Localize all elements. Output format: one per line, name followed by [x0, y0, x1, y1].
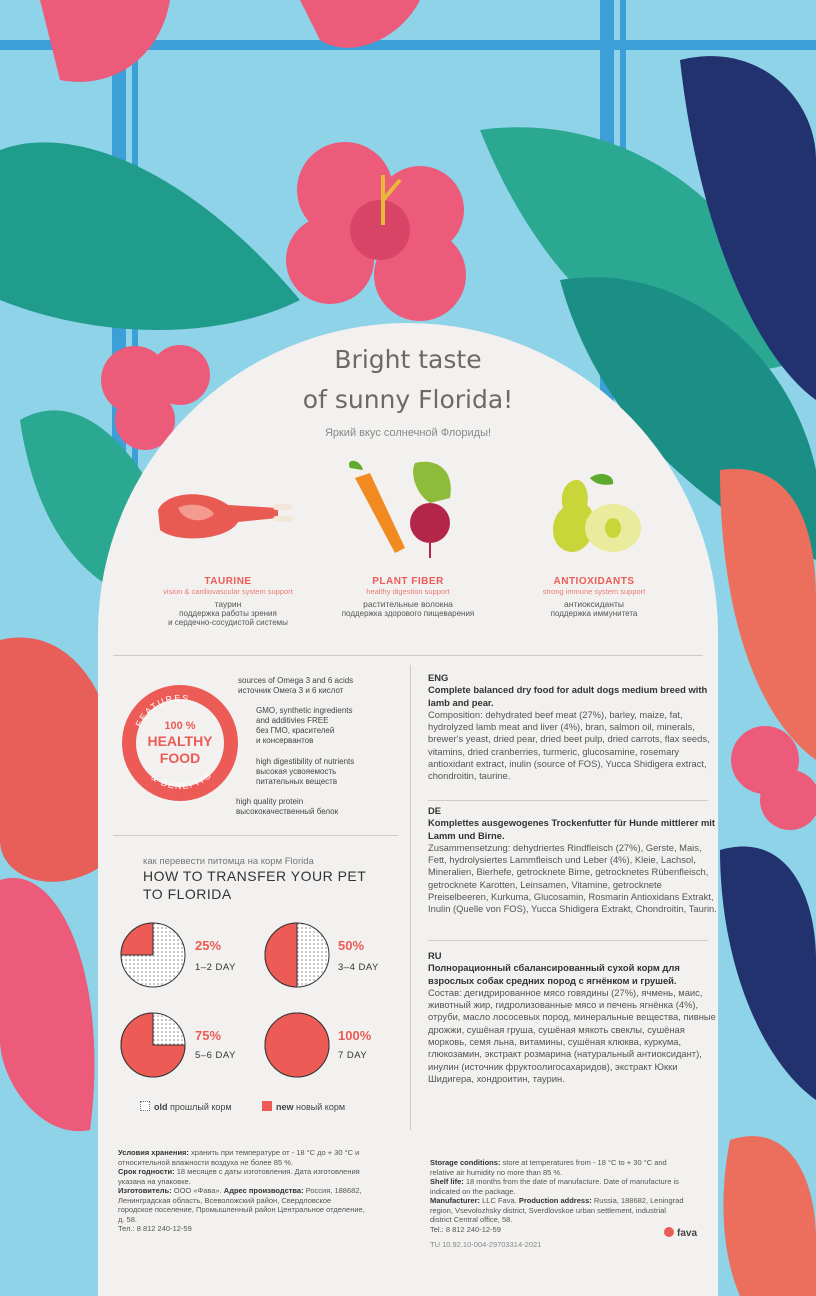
meat-icon [148, 480, 308, 550]
feature-ru-desc: поддержка работы зрения [179, 609, 277, 618]
product-title-de: Komplettes ausgewogenes Trockenfutter für Hunde mittlerer mit Lamm und Birne. [428, 817, 716, 841]
section-divider [113, 655, 703, 656]
step-days: 5–6 DAY [195, 1050, 236, 1061]
feature-title: PLANT FIBER [372, 576, 444, 587]
legend-new-label: new [276, 1102, 294, 1112]
feature-plant-fiber [313, 576, 503, 618]
footer-info-en: Storage conditions: store at temperatures from - 18 °C to + 30 °C and relative air humidity no more than 85 %. Shelf life: 18 months from the date of manufacture. Date of manufacture is indicated on the package. Manufacturer: LLC Fava. Production address: Russia, 188682, Leningrad region, Vsevolozhsky district, Sverdlovskoe urban settlement, industrial district Central office, 58. Tel.: 8 812 240-12-59 TU 10.92.10-004-29703314-2021 [430, 1158, 684, 1249]
features-badge [120, 683, 240, 803]
step-percent: 75% [195, 1028, 222, 1043]
benefit-ru: высокая усвояемость [256, 767, 337, 776]
benefit-ru: и консервантов [256, 736, 314, 745]
benefit-en: high quality protein [236, 797, 304, 806]
step-days: 1–2 DAY [195, 962, 236, 973]
composition-de [428, 805, 718, 916]
benefit-ru: питательных веществ [256, 777, 338, 786]
headline-subtitle-ru: Яркий вкус солнечной Флориды! [324, 427, 492, 439]
badge-ring-bottom: & BENEFITS [149, 769, 214, 792]
benefit-omega [238, 676, 353, 696]
feature-ru-title: таурин [214, 599, 242, 609]
benefit-protein [236, 797, 338, 817]
badge-line-2: HEALTHY [147, 733, 213, 749]
legend-old [140, 1101, 232, 1112]
brand-logo [664, 1227, 697, 1239]
pie-new-food [265, 1013, 329, 1077]
feature-antioxidants [499, 576, 689, 618]
composition-eng [428, 672, 718, 783]
section-divider [428, 800, 708, 801]
pie-new-food [121, 923, 153, 955]
composition-ru [428, 950, 718, 1085]
transfer-pie-charts [100, 910, 400, 1090]
headline-line-1: Bright taste [334, 345, 482, 374]
benefit-ru: источник Омега 3 и 6 кислот [238, 686, 344, 695]
lang-label: ENG [428, 672, 449, 683]
composition-text-de: Zusammensetzung: dehydriertes Rindfleisch (27%), Gerste, Mais, Fett, hydrolysiertes Lammfleisch und Leber (4%), Kleie, Lachsol, Mineralien, Bierhefe, getrocknete Birne, getrocknetes Rübenfleisch, getrocknete Karotten, Leinsamen, Vitamine, getrocknete Preiselbeeren, Kurkuma, Glucosamin, Rosmarin Antioxidans Extrakt, Inulin (Quelle von FOS), Yucca Shidigera Extrakt, Chondroitin, Taurin. [428, 841, 717, 915]
benefit-en: high digestibility of nutrients [256, 757, 355, 766]
column-divider [410, 665, 411, 1130]
legend-new [262, 1101, 345, 1112]
feature-title: ANTIOXIDANTS [553, 576, 635, 587]
benefit-ru: без ГМО, красителей [256, 726, 335, 735]
feature-desc: healthy digestion support [366, 587, 450, 596]
product-title-ru: Полнорационный сбалансированный сухой корм для взрослых собак средних пород с ягнёнком и грушей. [428, 962, 680, 986]
legend-old-swatch [140, 1101, 150, 1111]
transfer-title [143, 867, 383, 903]
benefit-digestibility [256, 757, 354, 787]
step-days: 7 DAY [338, 1050, 368, 1061]
composition-text-ru: Состав: дегидрированное мясо говядины (27%), ячмень, маис, животный жир, гидролизованные мясо и печень ягнёнка (4%), отруби, масло лососевых пород, минеральные вещества, пивные дрожжи, сушёная груша, сушёная мякоть свеклы, сушёная морковь, семя льна, витамины, сушёная клюква, куркума, глюкозамин, экстракт розмарина (натуральный антиоксидант), инулин (источник фруктоолигосахаридов), экстракт Юкки Шидигера, хондроитин, таурин. [428, 986, 716, 1084]
lang-label: DE [428, 805, 442, 816]
feature-ru-title: растительные волокна [363, 599, 453, 609]
step-percent: 25% [195, 938, 222, 953]
section-divider [113, 835, 398, 836]
badge-line-1: 100 % [164, 720, 196, 732]
step-percent: 50% [338, 938, 365, 953]
feature-title: TAURINE [204, 576, 252, 587]
transfer-title-ru: как перевести питомца на корм Florida [143, 856, 314, 867]
pear-icon [545, 470, 645, 560]
legend-old-label: old [154, 1102, 168, 1112]
lang-label: RU [428, 950, 442, 961]
legend-old-label-ru: прошлый корм [170, 1102, 232, 1112]
legend-new-label-ru: новый корм [296, 1102, 346, 1112]
benefit-gmo-free [256, 706, 352, 746]
step-percent: 100% [338, 1028, 372, 1043]
feature-ru-desc: поддержка иммунитета [550, 609, 638, 618]
benefit-ru: высококачественный белок [236, 807, 339, 816]
brand-logo-icon [664, 1227, 674, 1237]
transfer-title-line-2: TO FLORIDA [143, 886, 232, 902]
brand-logo-text: fava [677, 1228, 698, 1239]
headline-line-2: of sunny Florida! [302, 385, 514, 414]
feature-ru-desc: и сердечно-сосудистой системы [168, 618, 288, 627]
legend-new-swatch [262, 1101, 272, 1111]
badge-line-3: FOOD [159, 750, 201, 766]
feature-desc: strong immune system support [542, 587, 646, 596]
section-divider [428, 940, 708, 941]
footer-info-ru: Условия хранения: хранить при температуре от - 18 °C до + 30 °C и относительной влажности воздуха не более 85 %. Срок годности: 18 месяцев с даты изготовления. Дата изготовления указана на упаковке. Изготовитель: ООО «Фава». Адрес производства: Россия, 188682, Ленинградская область, Всеволожский район, Свердловское городское поселение, Промышленный район Центральное отделение, д. 58. Тел.: 8 812 240-12-59 [118, 1148, 365, 1233]
benefit-en: sources of Omega 3 and 6 acids [238, 676, 354, 685]
badge-ring-top: FEATURES [133, 692, 191, 729]
product-title-eng: Complete balanced dry food for adult dogs medium breed with lamb and pear. [428, 684, 708, 708]
feature-ru-desc: поддержка здорового пищеварения [341, 609, 475, 618]
pie-new-food [265, 923, 297, 987]
transfer-title-line-1: HOW TO TRANSFER YOUR PET [143, 868, 367, 884]
feature-ru-title: антиоксиданты [564, 599, 624, 609]
step-days: 3–4 DAY [338, 962, 379, 973]
composition-text-eng: Composition: dehydrated beef meat (27%), barley, maize, fat, hydrolyzed lamb meat and liver (4%), bran, salmon oil, minerals, brewer's yeast, dried pear, dried beet pulp, dried carrots, flax seeds, vitamins, dried cranberries, turmeric, glucosamine, rosemary antioxidant extract, inulin (source of FOS), Yucca Shidigera extract, chondroitin, taurine. [428, 708, 710, 782]
tu-code: TU 10.92.10-004-29703314-2021 [430, 1240, 542, 1249]
benefit-en: and additivies FREE [256, 716, 329, 725]
benefit-en: GMO, synthetic ingredients [256, 706, 353, 715]
feature-desc: vision & cardiovascular system support [163, 587, 293, 596]
vegetables-icon [335, 458, 475, 558]
feature-taurine [133, 576, 323, 627]
